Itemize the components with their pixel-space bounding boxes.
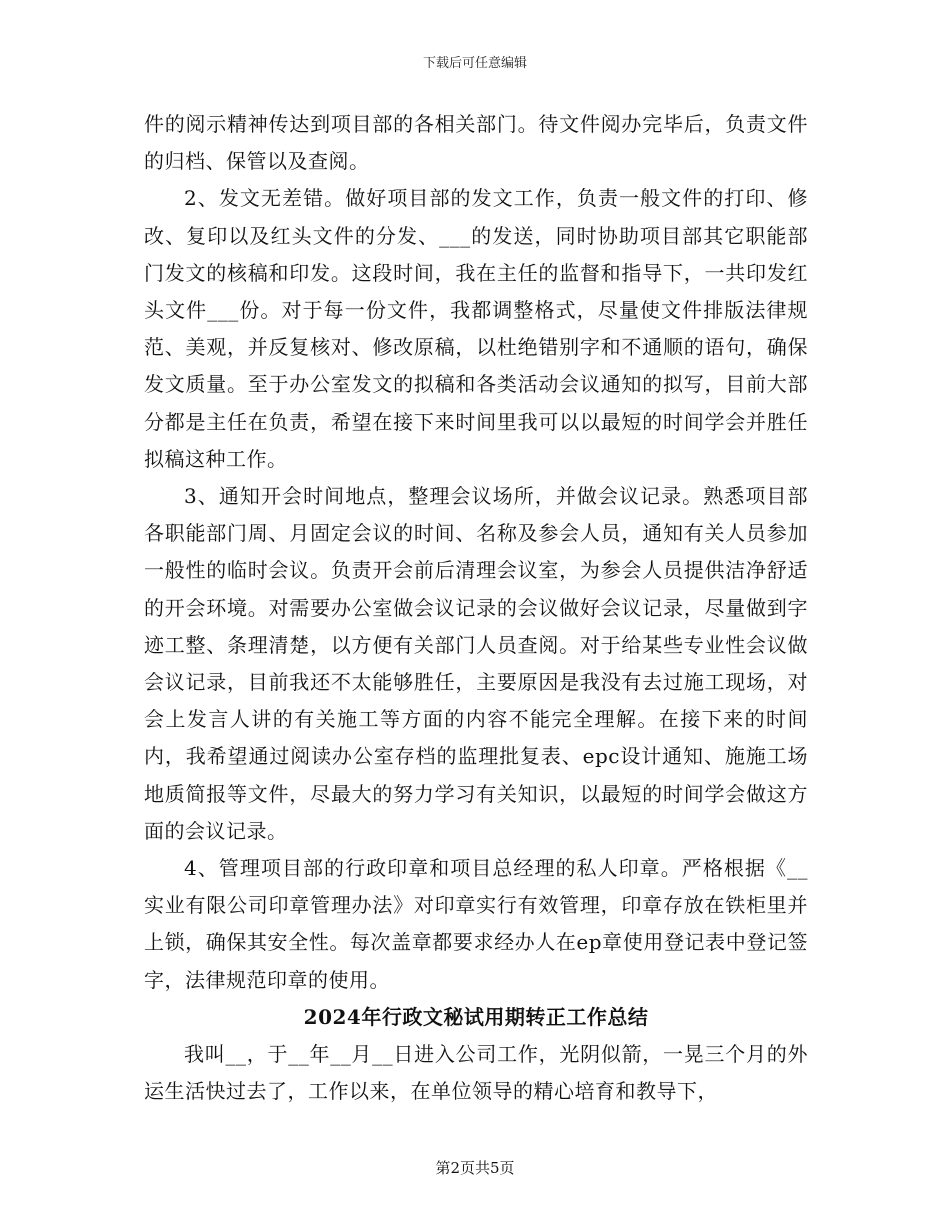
document-body: [144, 106, 808, 1110]
paragraph-item-4: 4、管理项目部的行政印章和项目总经理的私人印章。严格根据《__实业有限公司印章管理办法》对印章实行有效管理，印章存放在铁柜里并上锁，确保其安全性。每次盖章都要求经办人在ep章使用登记表中登记签字，法律规范印章的使用。: [144, 856, 808, 992]
page-number-footer: 第2页共5页: [435, 1159, 515, 1177]
page-header-note: 下载后可任意编辑: [422, 56, 527, 71]
section-intro-paragraph: 我叫__，于__年__月__日进入公司工作，光阴似箭，一晃三个月的外运生活快过去了，工作以来，在单位领导的精心培育和教导下，: [144, 1042, 808, 1104]
paragraph-item-3: 3、通知开会时间地点，整理会议场所，并做会议记录。熟悉项目部各职能部门周、月固定会议的时间、名称及参会人员，通知有关人员参加一般性的临时会议。负责开会前后清理会议室，为参会人员提供洁净舒适的开会环境。对需要办公室做会议记录的会议做好会议记录，尽量做到字迹工整、条理清楚，以方便有关部门人员查阅。对于给某些专业性会议做会议记录，目前我还不太能够胜任，主要原因是我没有去过施工现场，对会上发言人讲的有关施工等方面的内容不能完全理解。在接下来的时间内，我希望通过阅读办公室存档的监理批复表、epc设计通知、施施工场地质简报等文件，尽最大的努力学习有关知识，以最短的时间学会做这方面的会议记录。: [144, 484, 808, 843]
paragraph-continued: 件的阅示精神传达到项目部的各相关部门。待文件阅办完毕后，负责文件的归档、保管以及查阅。: [144, 112, 808, 174]
paragraph-item-2: 2、发文无差错。做好项目部的发文工作，负责一般文件的打印、修改、复印以及红头文件的分发、___的发送，同时协助项目部其它职能部门发文的核稿和印发。这段时间，我在主任的监督和指导下，一共印发红头文件___份。对于每一份文件，我都调整格式，尽量使文件排版法律规范、美观，并反复核对、修改原稿，以杜绝错别字和不通顺的语句，确保发文质量。至于办公室发文的拟稿和各类活动会议通知的拟写，目前大部分都是主任在负责，希望在接下来时间里我可以以最短的时间学会并胜任拟稿这种工作。: [144, 186, 808, 471]
section-title: 2024年行政文秘试用期转正工作总结: [303, 1004, 649, 1029]
